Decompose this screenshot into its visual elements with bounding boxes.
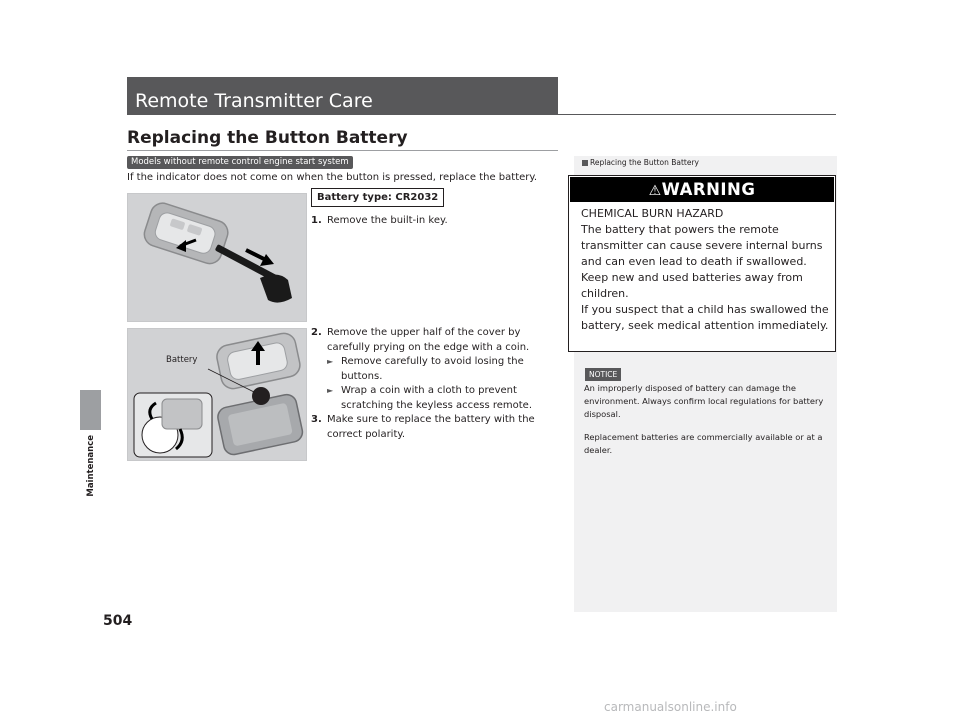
battery-type-box: Battery type: CR2032 [311,188,444,207]
step-2-text: Remove the upper half of the cover by carefully prying on the edge with a coin. [327,327,530,353]
substep-2-text: Wrap a coin with a cloth to prevent scratching the keyless access remote. [341,385,533,411]
notice-text: An improperly disposed of battery can damage the environment. Always confirm local regulations for battery disposal. [584,383,824,419]
page-number: 504 [103,613,133,629]
model-badge: Models without remote control engine start system [127,156,353,169]
replacement-text: Replacement batteries are commercially available or at a dealer. [584,432,823,455]
chapter-tab [80,390,101,430]
step-3 [311,413,551,442]
step-3-text: Make sure to replace the battery with the correct polarity. [327,414,535,440]
warning-line-4: If you suspect that a child has swallowed the battery, seek medical attention immediately. [581,303,829,332]
substep-2 [311,384,551,413]
figure-replace-battery [127,328,307,461]
step-3-number: 3. [311,414,322,425]
key-fob-illustration [128,194,306,321]
step-list-2 [311,326,551,442]
substep-1-text: Remove carefully to avoid losing the buttons. [341,356,524,382]
warning-line-1: CHEMICAL BURN HAZARD [581,207,724,220]
step-1 [311,214,551,229]
warning-triangle-icon: ⚠ [648,183,662,199]
section-title: Replacing the Button Battery [127,128,408,148]
step-list-1 [311,214,551,229]
chapter-banner: Remote Transmitter Care [127,77,558,115]
battery-callout: Battery [166,355,198,365]
substep-1 [311,355,551,384]
warning-header: ⚠WARNING [570,177,834,202]
warning-box [568,175,836,352]
reference-icon [582,160,588,166]
arrow-right-icon: ► [327,386,334,395]
figure-remove-key [127,193,307,322]
section-rule [127,150,558,151]
notice-tag: NOTICE [585,368,621,381]
chapter-tab-label: Maintenance [86,435,96,497]
step-1-text: Remove the built-in key. [327,215,448,226]
warning-body [581,206,831,334]
intro-text: If the indicator does not come on when the button is pressed, replace the battery. [127,172,538,183]
step-2-number: 2. [311,327,322,338]
warning-line-2: The battery that powers the remote transmitter can cause severe internal burns and can even lead to death if swallowed. [581,223,823,268]
arrow-right-icon: ► [327,357,334,366]
step-2 [311,326,551,355]
battery-replacement-illustration [128,329,306,460]
banner-rule [127,114,836,115]
notice-body [584,382,829,457]
step-1-number: 1. [311,215,322,226]
watermark: carmanualsonline.info [604,700,737,714]
warning-line-3: Keep new and used batteries away from children. [581,271,803,300]
sidebar-reference: Replacing the Button Battery [582,158,699,167]
